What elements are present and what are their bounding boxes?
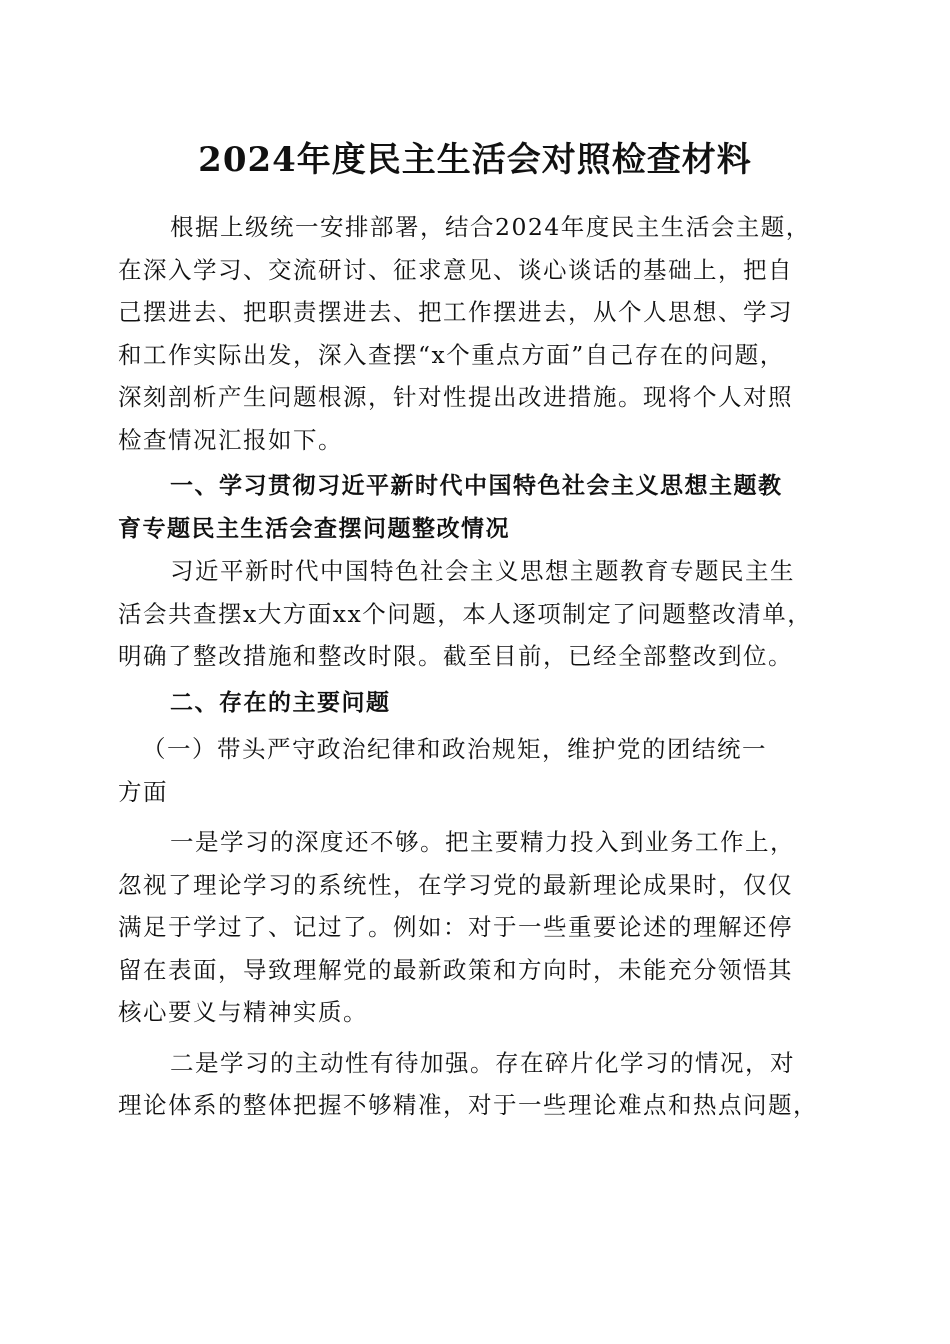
section1-heading — [118, 465, 834, 550]
intro-line: 和工作实际出发，深入查摆“x个重点方面”自己存在的问题， — [118, 340, 785, 369]
point1-paragraph — [118, 821, 834, 1034]
section1-line: 明确了整改措施和整改时限。截至目前，已经全部整改到位。 — [118, 642, 793, 670]
intro-line: 己摆进去、把职责摆进去、把工作摆进去，从个人思想、学习 — [118, 298, 793, 326]
document-body — [118, 206, 834, 1127]
intro-line: 深刻剖析产生问题根源，针对性提出改进措施。现将个人对照 — [118, 383, 793, 411]
subsection1-line: 方面 — [118, 777, 168, 806]
subsection1-line: （一）带头严守政治纪律和政治规矩，维护党的团结统一 — [142, 735, 767, 763]
point1-line: 核心要义与精神实质。 — [118, 998, 368, 1026]
document-title: 2024年度民主生活会对照检查材料 — [198, 140, 752, 180]
point1-line: 留在表面，导致理解党的最新政策和方向时，未能充分领悟其 — [118, 955, 793, 984]
intro-line: 检查情况汇报如下。 — [118, 425, 343, 454]
section2-heading-line: 二、存在的主要问题 — [170, 689, 391, 716]
section1-line: 活会共查摆x大方面xx个问题，本人逐项制定了问题整改清单， — [118, 599, 813, 628]
section1-line: 习近平新时代中国特色社会主义思想主题教育专题民主生 — [170, 557, 795, 585]
subsection1-heading — [118, 728, 834, 813]
intro-paragraph — [118, 206, 834, 461]
point1-line: 满足于学过了、记过了。例如：对于一些重要论述的理解还停 — [118, 913, 793, 941]
section1-heading-line: 育专题民主生活会查摆问题整改情况 — [118, 515, 510, 542]
section1-heading-line: 一、学习贯彻习近平新时代中国特色社会主义思想主题教 — [170, 473, 783, 499]
point2-line: 理论体系的整体把握不够精准，对于一些理论难点和热点问题， — [118, 1091, 818, 1119]
point2-line: 二是学习的主动性有待加强。存在碎片化学习的情况，对 — [170, 1048, 795, 1077]
section1-paragraph — [118, 550, 834, 678]
intro-line: 根据上级统一安排部署，结合2024年度民主生活会主题， — [170, 213, 811, 241]
point1-line: 忽视了理论学习的系统性，在学习党的最新理论成果时，仅仅 — [118, 870, 793, 899]
point1-line: 一是学习的深度还不够。把主要精力投入到业务工作上， — [170, 828, 795, 856]
section2-heading — [118, 682, 834, 725]
intro-line: 在深入学习、交流研讨、征求意见、谈心谈话的基础上，把自 — [118, 255, 793, 284]
point2-paragraph — [118, 1042, 834, 1127]
